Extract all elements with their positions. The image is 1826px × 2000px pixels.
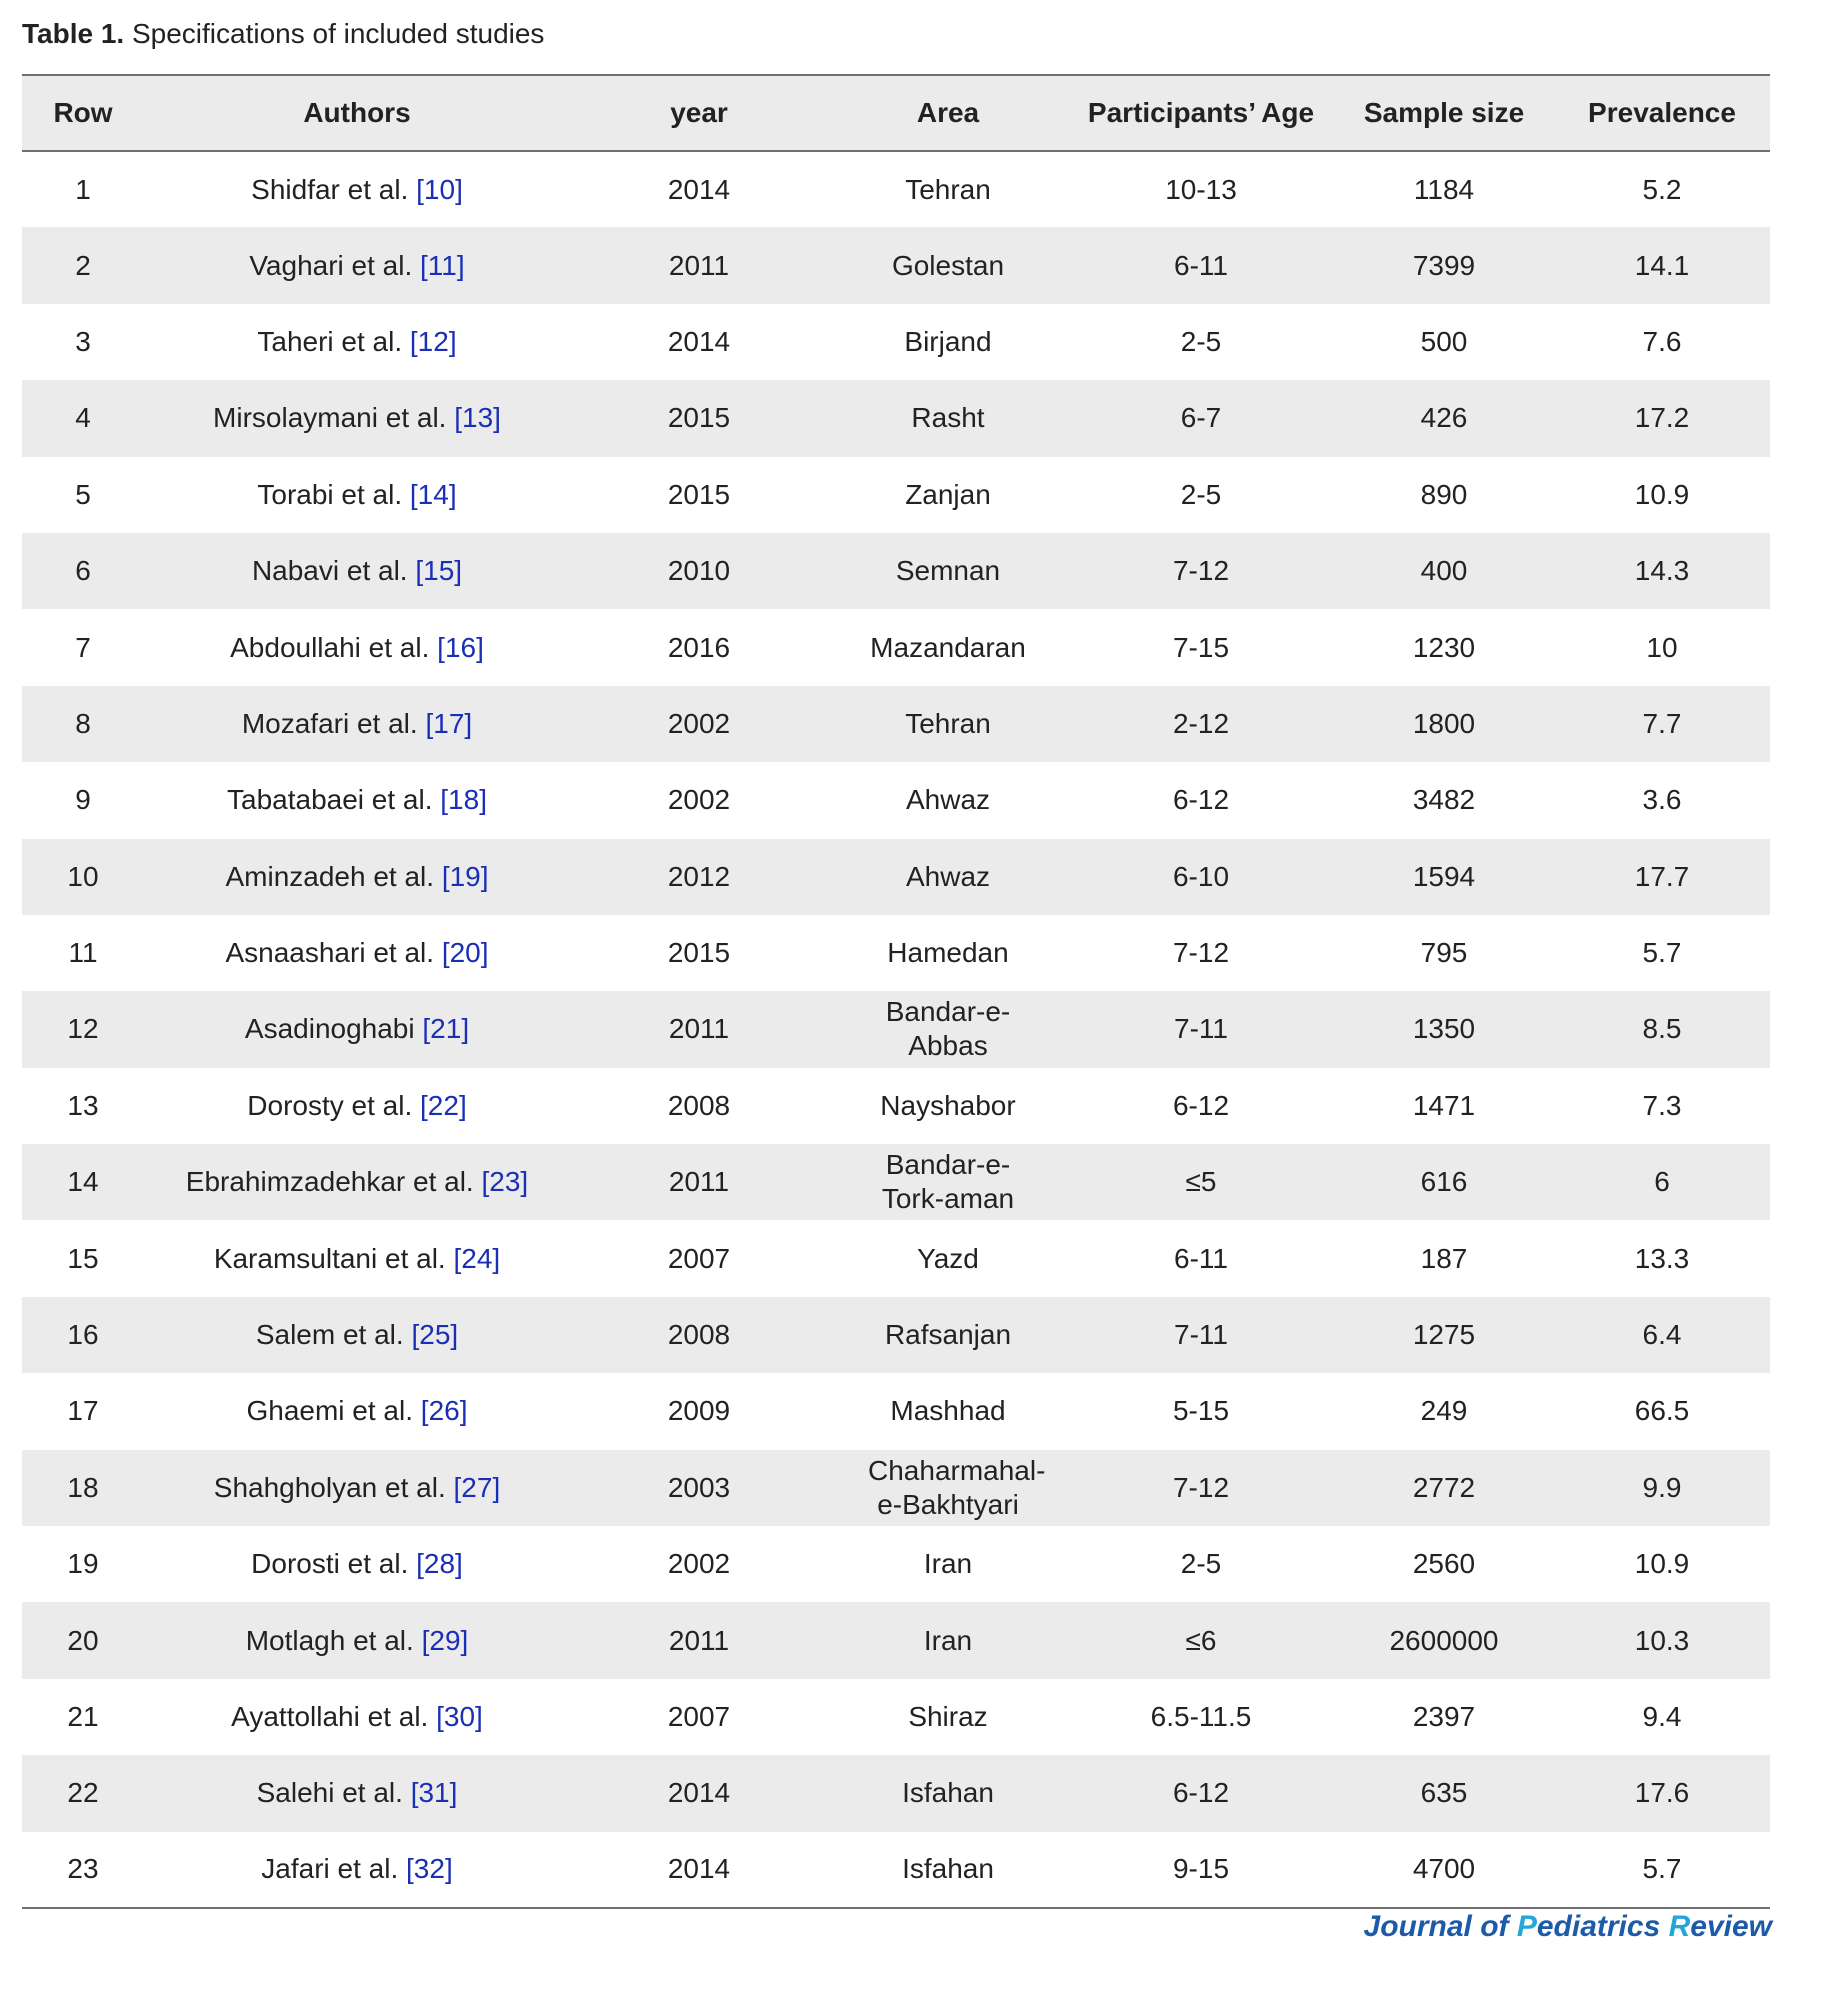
cell-age: 2-5 (1180, 325, 1222, 357)
table-body (22, 151, 1770, 1908)
cell-row: 21 (67, 1701, 99, 1732)
cell-prevalence: 3.6 (1642, 784, 1682, 816)
cell-author (144, 227, 570, 303)
cell-author (144, 915, 570, 991)
cell-area: Mazandaran (870, 631, 1026, 663)
reference-link[interactable]: [27] (453, 1471, 501, 1503)
cell-age: 6-11 (1174, 249, 1228, 281)
cell-area: Ahwaz (905, 860, 991, 892)
cell-area: Hamedan (887, 937, 1009, 969)
cell-prevalence: 8.5 (1642, 1013, 1682, 1045)
author-name: Motlagh et al. (245, 1624, 414, 1656)
cell-year: 2009 (667, 1395, 731, 1427)
cell-year: 2014 (667, 1853, 731, 1885)
reference-link[interactable]: [20] (441, 937, 489, 969)
cell-prevalence: 7.3 (1642, 1089, 1682, 1121)
author-name: Dorosti et al. (251, 1548, 409, 1580)
cell-sample: 1471 (1412, 1089, 1476, 1121)
cell-row: 16 (67, 1319, 99, 1351)
author-name: Salehi et al. (256, 1777, 403, 1809)
cell-author (144, 1755, 570, 1831)
cell-age: 2-5 (1180, 1548, 1222, 1580)
reference-link[interactable]: [15] (415, 555, 463, 587)
cell-author (144, 380, 570, 456)
cell-area: Tehran (905, 707, 991, 739)
reference-link[interactable]: [24] (453, 1242, 501, 1274)
cell-author (144, 609, 570, 685)
cell-area: Shiraz (908, 1701, 988, 1732)
cell-age: 5-15 (1172, 1395, 1230, 1427)
reference-link[interactable]: [32] (406, 1853, 453, 1885)
cell-year: 2016 (667, 631, 731, 663)
table-row (22, 915, 1770, 991)
studies-table (22, 74, 1770, 1909)
cell-age: 10-13 (1165, 173, 1237, 205)
author-name: Torabi et al. (257, 478, 403, 510)
cell-age: 2-5 (1180, 478, 1222, 510)
cell-area: Mashhad (890, 1395, 1006, 1427)
author-name: Salem et al. (255, 1319, 404, 1351)
cell-area: Rafsanjan (884, 1319, 1012, 1351)
cell-row: 22 (67, 1777, 99, 1809)
cell-author (144, 1602, 570, 1678)
journal-logo-part: R (1668, 1910, 1691, 1943)
cell-row: 15 (67, 1242, 99, 1274)
cell-age: 6-12 (1172, 1777, 1230, 1809)
cell-prevalence: 10.3 (1634, 1624, 1690, 1656)
cell-sample: 795 (1420, 937, 1468, 969)
author-name: Mozafari et al. (241, 707, 418, 739)
cell-age: 7-12 (1172, 1471, 1230, 1503)
cell-author (144, 991, 570, 1067)
cell-age: 7-12 (1172, 555, 1230, 587)
cell-year: 2011 (668, 1013, 730, 1045)
reference-link[interactable]: [10] (416, 173, 463, 205)
cell-row: 3 (75, 325, 91, 357)
cell-sample: 635 (1420, 1777, 1468, 1809)
cell-year: 2014 (667, 173, 731, 205)
reference-link[interactable]: [18] (440, 784, 487, 816)
author-name: Ghaemi et al. (246, 1395, 414, 1427)
cell-author (144, 457, 570, 533)
cell-age: 7-15 (1172, 631, 1230, 663)
cell-age: 6-12 (1172, 784, 1230, 816)
table-row (22, 1526, 1770, 1602)
cell-prevalence: 5.7 (1642, 937, 1682, 969)
cell-prevalence: 5.2 (1642, 173, 1682, 205)
table-row (22, 1832, 1770, 1908)
table-row (22, 1068, 1770, 1144)
reference-link[interactable]: [29] (421, 1624, 469, 1656)
column-header: Prevalence (1588, 97, 1736, 128)
table-caption (22, 18, 544, 50)
cell-prevalence: 10 (1646, 631, 1678, 663)
author-name: Ayattollahi et al. (231, 1701, 429, 1732)
journal-logo-part: eview (1690, 1910, 1772, 1943)
author-name: Vaghari et al. (249, 249, 413, 281)
cell-area: Iran (923, 1624, 973, 1656)
table-row (22, 1602, 1770, 1678)
table-row (22, 457, 1770, 533)
cell-prevalence: 13.3 (1634, 1242, 1690, 1274)
table-row (22, 304, 1770, 380)
reference-link[interactable]: [31] (410, 1777, 458, 1809)
table-header-row (22, 75, 1770, 151)
cell-year: 2011 (668, 1166, 730, 1198)
column-header: Authors (303, 97, 411, 128)
reference-link[interactable]: [14] (409, 478, 457, 510)
reference-link[interactable]: [16] (437, 631, 484, 663)
table-row (22, 609, 1770, 685)
cell-sample: 426 (1420, 402, 1468, 434)
author-name: Shahgholyan et al. (213, 1471, 446, 1503)
cell-sample: 616 (1420, 1166, 1468, 1198)
cell-year: 2011 (668, 1624, 730, 1656)
table-row (22, 686, 1770, 762)
cell-author (144, 533, 570, 609)
journal-logo-part: ournal of (1380, 1910, 1517, 1943)
table-caption-label: Table 1. (22, 18, 125, 49)
cell-sample: 500 (1420, 325, 1468, 357)
reference-link[interactable]: [17] (425, 707, 473, 739)
cell-author (144, 1832, 570, 1908)
cell-row: 6 (75, 555, 91, 587)
author-name: Shidfar et al. (251, 173, 409, 205)
cell-year: 2002 (667, 1548, 731, 1580)
cell-prevalence: 9.9 (1642, 1471, 1682, 1503)
cell-area: Bandar-e-Abbas (885, 996, 1011, 1062)
column-header: Sample size (1363, 97, 1525, 128)
cell-age: 6-11 (1174, 1242, 1228, 1274)
cell-prevalence: 9.4 (1642, 1701, 1682, 1732)
cell-author (144, 1679, 570, 1755)
cell-age: 6-7 (1180, 402, 1222, 434)
cell-sample: 400 (1420, 555, 1468, 587)
cell-year: 2014 (667, 1777, 731, 1809)
cell-year: 2011 (668, 249, 730, 281)
author-name: Aminzadeh et al. (225, 860, 435, 892)
reference-link[interactable]: [13] (454, 402, 501, 434)
table-row (22, 1220, 1770, 1296)
cell-author (144, 762, 570, 838)
reference-link[interactable]: [19] (441, 860, 489, 892)
cell-prevalence: 5.7 (1642, 1853, 1682, 1885)
cell-prevalence: 17.2 (1634, 402, 1690, 434)
cell-row: 2 (75, 249, 91, 281)
cell-sample: 1594 (1412, 860, 1476, 892)
table-row (22, 1144, 1770, 1220)
cell-row: 11 (68, 937, 98, 969)
table-row (22, 1755, 1770, 1831)
author-name: Taheri et al. (257, 325, 403, 357)
cell-prevalence: 17.6 (1634, 1777, 1690, 1809)
cell-row: 8 (75, 707, 91, 739)
cell-row: 20 (67, 1624, 99, 1656)
cell-area: Iran (923, 1548, 973, 1580)
reference-link[interactable]: [25] (411, 1319, 459, 1351)
cell-area: Chaharmahal-e-Bakhtyari (868, 1454, 1046, 1520)
reference-link[interactable]: [22] (420, 1089, 467, 1121)
author-name: Jafari et al. (261, 1853, 399, 1885)
table-row (22, 227, 1770, 303)
cell-row: 12 (67, 1013, 99, 1045)
cell-year: 2008 (667, 1319, 731, 1351)
author-name: Abdoullahi et al. (230, 631, 430, 663)
cell-area: Ahwaz (905, 784, 991, 816)
table-row (22, 380, 1770, 456)
cell-age: 9-15 (1172, 1853, 1230, 1885)
cell-prevalence: 66.5 (1634, 1395, 1690, 1427)
column-header: year (670, 97, 728, 128)
cell-age: 6.5-11.5 (1150, 1701, 1252, 1732)
cell-year: 2012 (667, 860, 731, 892)
reference-link[interactable]: [12] (409, 325, 457, 357)
cell-area: Tehran (905, 173, 991, 205)
cell-area: Isfahan (902, 1853, 994, 1885)
cell-row: 1 (75, 173, 91, 205)
cell-age: 6-12 (1172, 1089, 1230, 1121)
cell-area: Birjand (904, 325, 992, 357)
cell-sample: 1230 (1412, 631, 1476, 663)
column-header: Area (916, 97, 980, 128)
cell-author (144, 1068, 570, 1144)
cell-prevalence: 10.9 (1634, 478, 1690, 510)
cell-author (144, 1220, 570, 1296)
cell-row: 10 (67, 860, 99, 892)
cell-age: 7-11 (1174, 1013, 1228, 1045)
cell-year: 2002 (667, 784, 731, 816)
cell-area: Yazd (917, 1242, 979, 1274)
cell-area: Semnan (895, 555, 1001, 587)
cell-row: 4 (75, 402, 91, 434)
cell-sample: 187 (1420, 1242, 1468, 1274)
cell-age: ≤5 (1185, 1166, 1217, 1198)
cell-area: Nayshabor (880, 1089, 1016, 1121)
table-caption-text: Specifications of included studies (131, 18, 545, 49)
cell-row: 17 (67, 1395, 99, 1427)
table-row (22, 1679, 1770, 1755)
cell-row: 14 (67, 1166, 99, 1198)
cell-row: 5 (75, 478, 91, 510)
table-row (22, 1450, 1770, 1526)
reference-link[interactable]: [23] (481, 1166, 529, 1198)
author-name: Asadinoghabi (244, 1013, 415, 1045)
cell-row: 9 (75, 784, 91, 816)
cell-author (144, 1450, 570, 1526)
cell-age: ≤6 (1185, 1624, 1217, 1656)
table-row (22, 991, 1770, 1067)
cell-year: 2014 (667, 325, 731, 357)
author-name: Dorosty et al. (247, 1089, 413, 1121)
cell-row: 13 (67, 1089, 99, 1121)
table-row (22, 1297, 1770, 1373)
reference-link[interactable]: [11] (420, 249, 465, 281)
reference-link[interactable]: [28] (416, 1548, 463, 1580)
cell-sample: 3482 (1412, 784, 1476, 816)
cell-sample: 7399 (1412, 249, 1476, 281)
cell-sample: 1350 (1412, 1013, 1476, 1045)
journal-logo-part: ediatrics (1536, 1910, 1669, 1943)
cell-row: 7 (75, 631, 91, 663)
column-header: Participants’ Age (1087, 97, 1315, 128)
cell-prevalence: 7.6 (1642, 325, 1682, 357)
cell-row: 18 (67, 1471, 99, 1503)
reference-link[interactable]: [30] (436, 1701, 483, 1732)
reference-link[interactable]: [26] (420, 1395, 468, 1427)
cell-sample: 1184 (1413, 173, 1475, 205)
cell-area: Bandar-e-Tork-aman (881, 1149, 1015, 1215)
cell-area: Isfahan (902, 1777, 994, 1809)
journal-logo-part: P (1516, 1910, 1537, 1943)
cell-year: 2015 (667, 402, 731, 434)
cell-sample: 890 (1420, 478, 1468, 510)
cell-area: Golestan (891, 249, 1005, 281)
cell-author (144, 151, 570, 227)
cell-author (144, 304, 570, 380)
cell-prevalence: 17.7 (1634, 860, 1690, 892)
cell-prevalence: 14.1 (1634, 249, 1690, 281)
cell-year: 2015 (667, 937, 731, 969)
cell-age: 2-12 (1172, 707, 1230, 739)
cell-age: 6-10 (1172, 860, 1230, 892)
table-row (22, 533, 1770, 609)
cell-sample: 4700 (1412, 1853, 1476, 1885)
cell-sample: 1800 (1412, 707, 1476, 739)
cell-author (144, 1526, 570, 1602)
cell-author (144, 1373, 570, 1449)
author-name: Tabatabaei et al. (227, 784, 433, 816)
author-name: Mirsolaymani et al. (213, 402, 447, 434)
cell-sample: 2560 (1412, 1548, 1476, 1580)
cell-year: 2008 (667, 1089, 731, 1121)
cell-year: 2007 (667, 1701, 731, 1732)
cell-author (144, 686, 570, 762)
cell-sample: 2600000 (1389, 1624, 1499, 1656)
cell-year: 2007 (667, 1242, 731, 1274)
table-row (22, 151, 1770, 227)
cell-row: 19 (67, 1548, 99, 1580)
cell-prevalence: 14.3 (1634, 555, 1690, 587)
cell-area: Zanjan (905, 478, 991, 510)
cell-year: 2003 (667, 1471, 731, 1503)
cell-year: 2015 (667, 478, 731, 510)
author-name: Asnaashari et al. (225, 937, 435, 969)
cell-author (144, 1297, 570, 1373)
journal-logo-part: J (1363, 1910, 1381, 1943)
cell-prevalence: 6.4 (1642, 1319, 1682, 1351)
cell-prevalence: 7.7 (1642, 707, 1682, 739)
cell-prevalence: 10.9 (1634, 1548, 1690, 1580)
table-row (22, 762, 1770, 838)
cell-sample: 1275 (1412, 1319, 1476, 1351)
table-row (22, 839, 1770, 915)
cell-sample: 249 (1420, 1395, 1468, 1427)
table-row (22, 1373, 1770, 1449)
cell-sample: 2397 (1412, 1701, 1476, 1732)
cell-row: 23 (67, 1853, 99, 1885)
cell-author (144, 839, 570, 915)
cell-prevalence: 6 (1654, 1166, 1670, 1198)
cell-age: 7-11 (1174, 1319, 1228, 1351)
author-name: Nabavi et al. (251, 555, 408, 587)
author-name: Karamsultani et al. (213, 1242, 446, 1274)
journal-logo (1364, 1910, 1773, 1944)
column-header: Row (53, 97, 113, 128)
cell-area: Rasht (911, 402, 985, 434)
cell-sample: 2772 (1412, 1471, 1476, 1503)
cell-age: 7-12 (1172, 937, 1230, 969)
author-name: Ebrahimzadehkar et al. (185, 1166, 474, 1198)
cell-year: 2002 (667, 707, 731, 739)
cell-year: 2010 (667, 555, 731, 587)
cell-author (144, 1144, 570, 1220)
reference-link[interactable]: [21] (422, 1013, 470, 1045)
